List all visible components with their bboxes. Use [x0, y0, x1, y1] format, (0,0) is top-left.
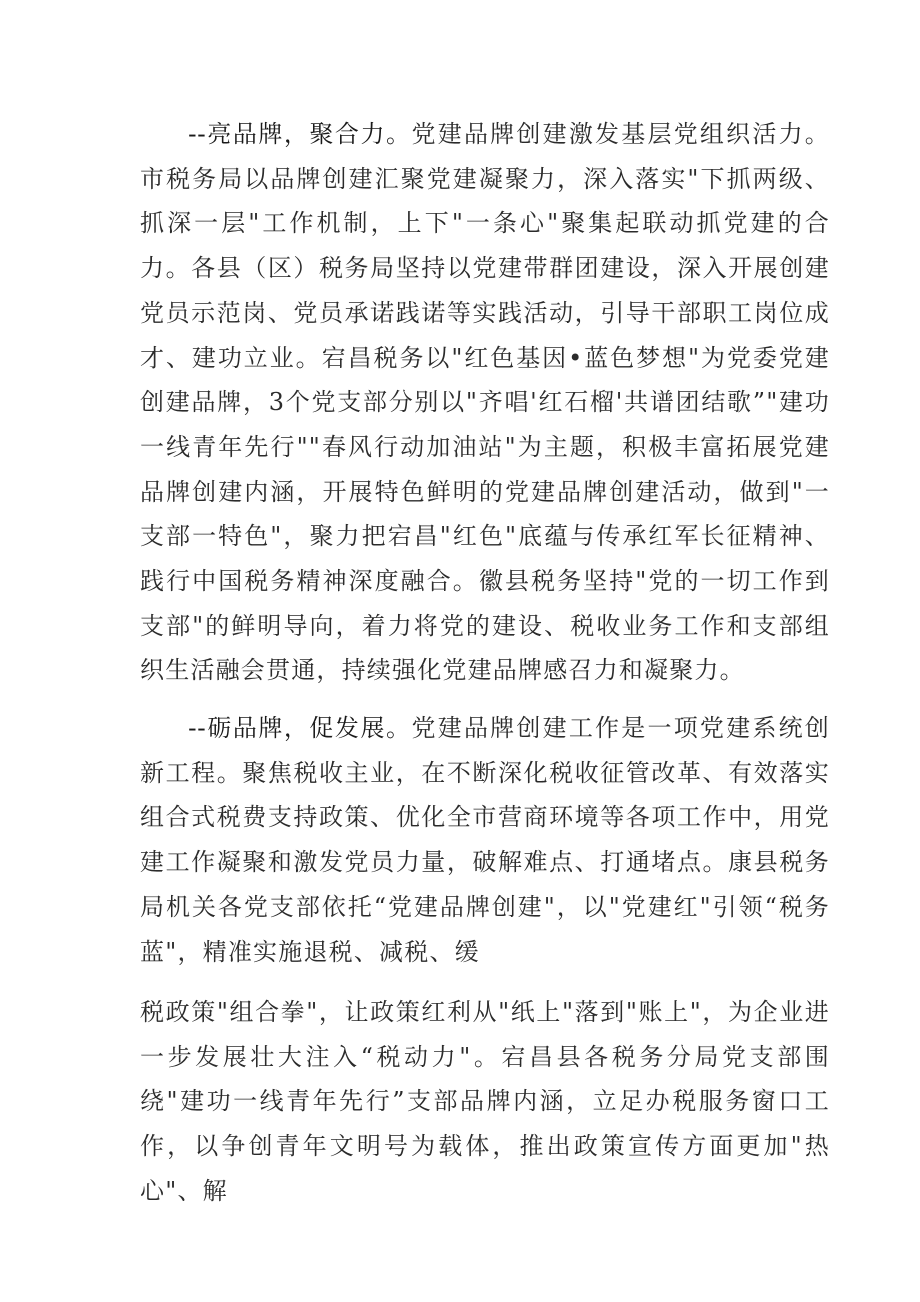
paragraph-body: 党建品牌创建工作是一项党建系统创新工程。聚焦税收主业，在不断深化税收征管改革、有效落实组合式税费支持政策、优化全市营商环境等各项工作中，用党建工作凝聚和激发党员力量，破解难点、打通堵点。康县税务局机关各党支部依托“党建品牌创建"，以"党建红"引领“税务蓝"，精准实施退税、减税、缓 — [140, 714, 830, 966]
paragraph-continuation — [140, 990, 830, 1214]
paragraph-body: 税政策"组合拳"，让政策红利从"纸上"落到"账上"，为企业进一步发展壮大注入“税动力"。宕昌县各税务分局党支部围绕"建功一线青年先行”支部品牌内涵，立足办税服务窗口工作，以争创青年文明号为载体，推出政策宣传方面更加"热心"、解 — [140, 998, 830, 1205]
section-heading: --砺品牌，促发展。 — [188, 714, 412, 742]
paragraph-brand-cohesion — [140, 112, 830, 693]
section-heading: --亮品牌，聚合力。 — [188, 120, 412, 148]
paragraph-brand-development — [140, 706, 830, 974]
paragraph-body: 党建品牌创建激发基层党组织活力。市税务局以品牌创建汇聚党建凝聚力，深入落实"下抓两级、抓深一层"工作机制，上下"一条心"聚集起联动抓党建的合力。各县（区）税务局坚持以党建带群团建设，深入开展创建党员示范岗、党员承诺践诺等实践活动，引导干部职工岗位成才、建功立业。宕昌税务以"红色基因•蓝色梦想"为党委党建创建品牌，3个党支部分别以"齐唱'红石榴'共谱团结歌”"建功一线青年先行""春风行动加油站"为主题，积极丰富拓展党建品牌创建内涵，开展特色鲜明的党建品牌创建活动，做到"一支部一特色"，聚力把宕昌"红色"底蕴与传承红军长征精神、践行中国税务精神深度融合。徽县税务坚持"党的一切工作到支部"的鲜明导向，着力将党的建设、税收业务工作和支部组织生活融会贯通，持续强化党建品牌感召力和凝聚力。 — [140, 120, 830, 685]
